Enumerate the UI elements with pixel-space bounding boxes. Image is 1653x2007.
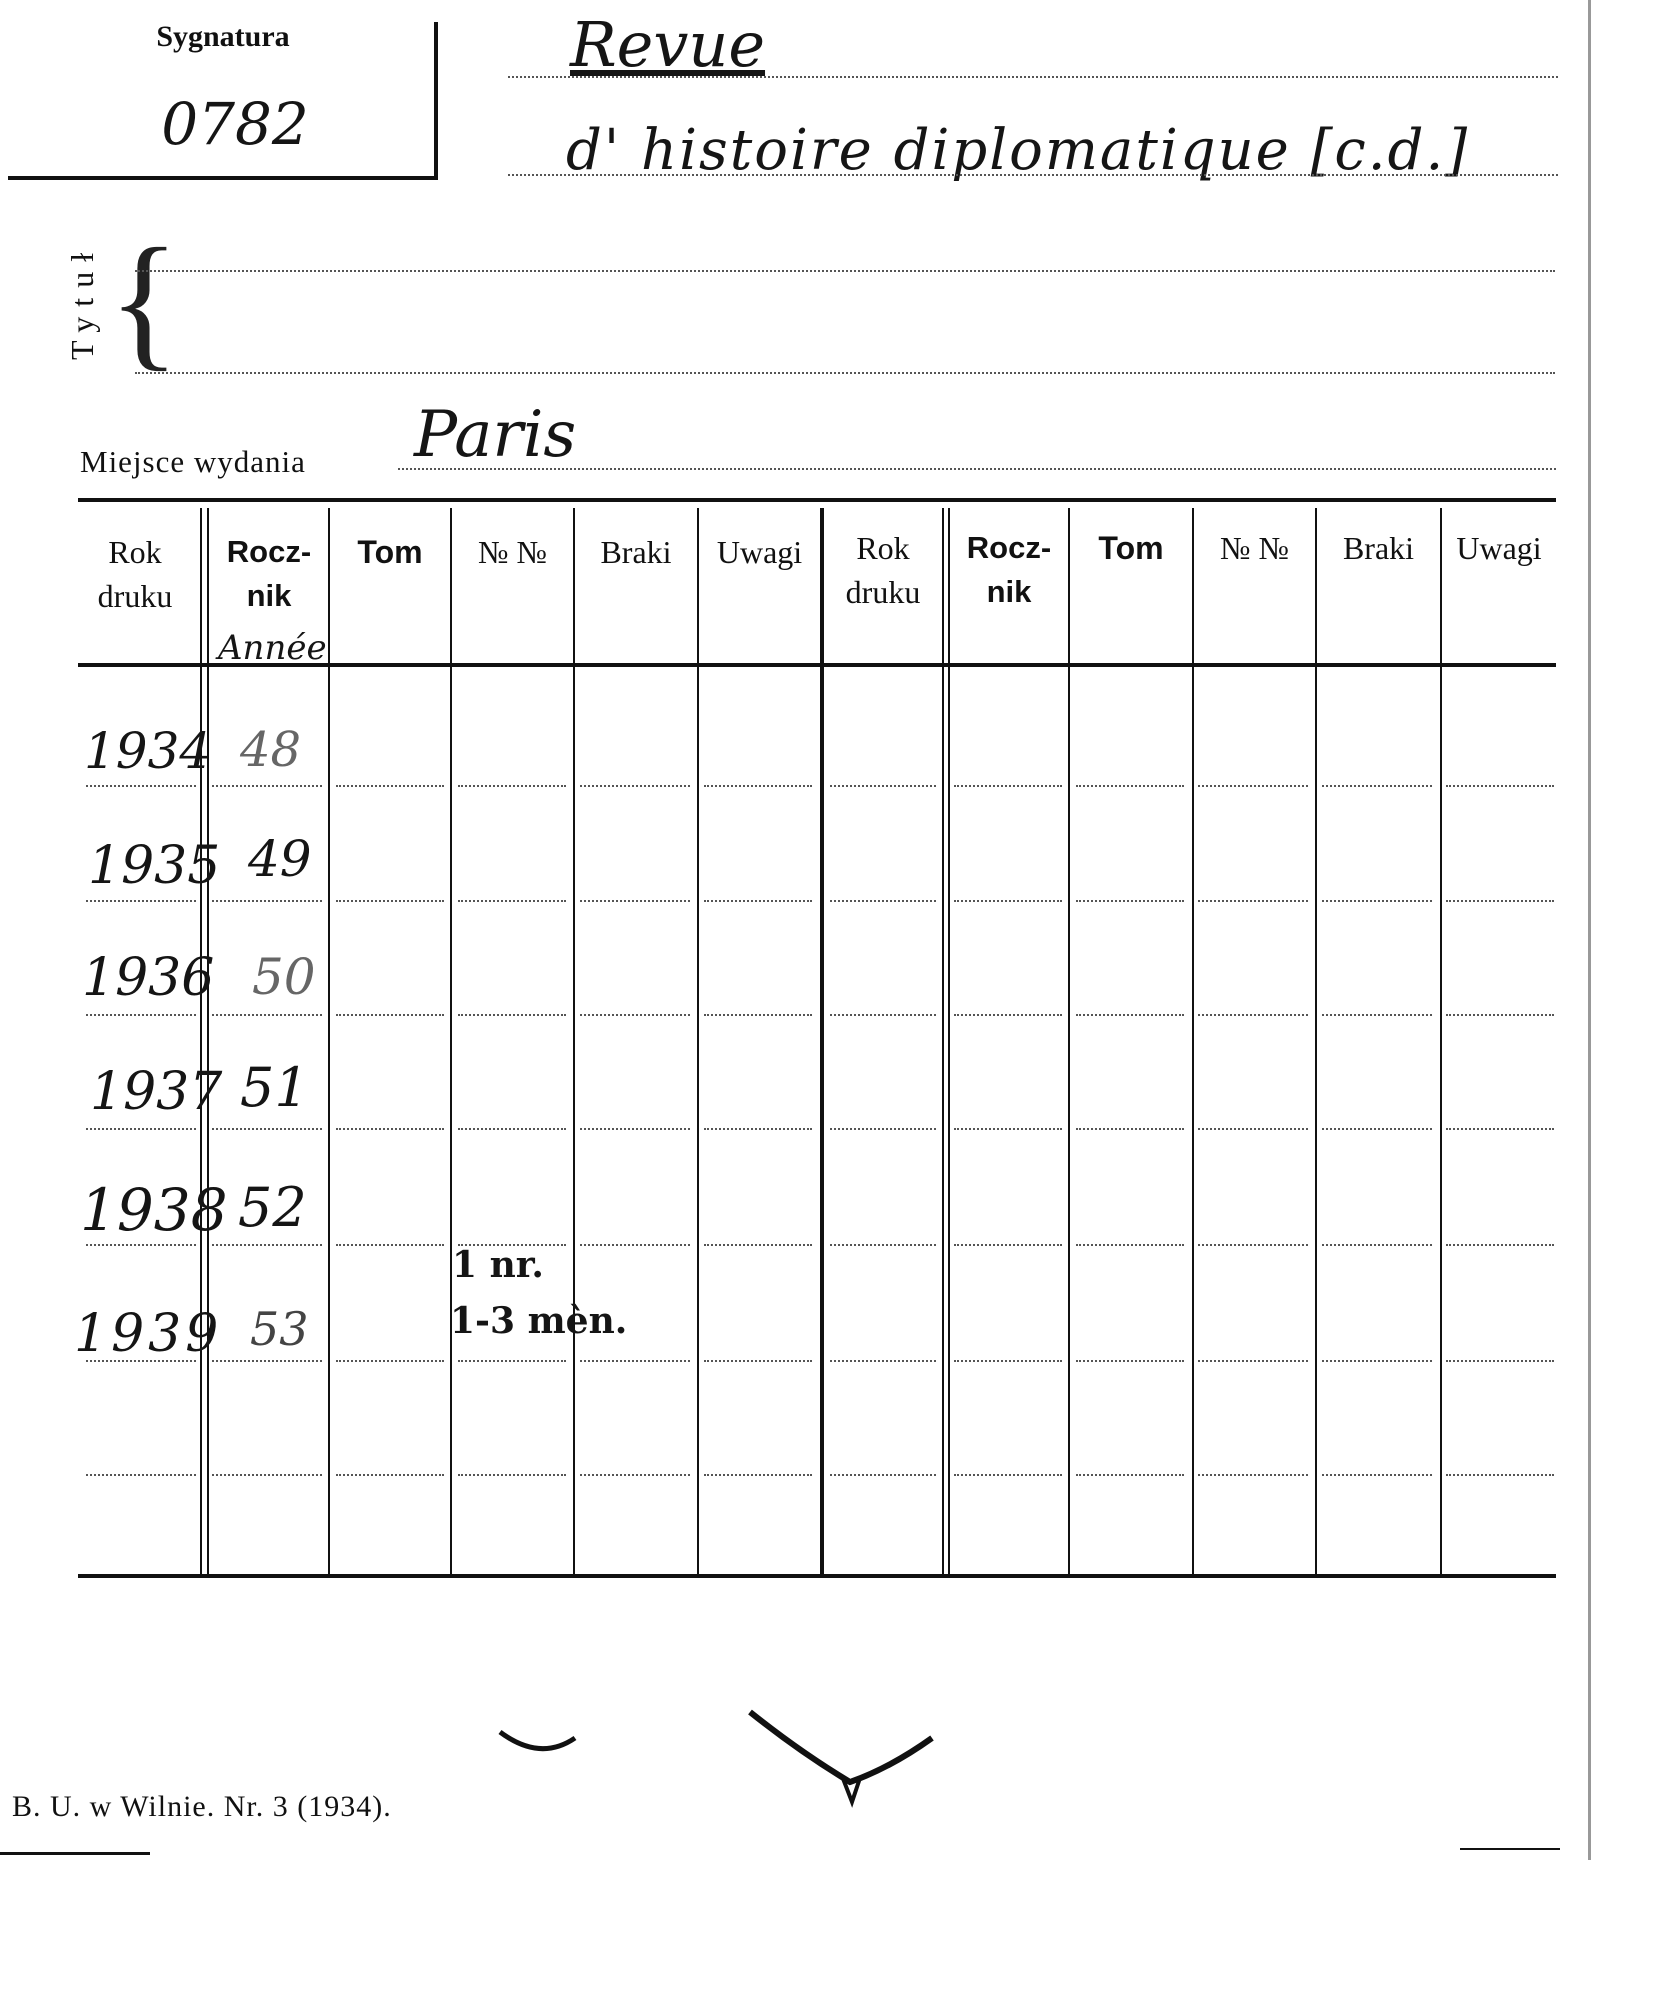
- row-1936-rocznik: 50: [252, 948, 316, 1006]
- row-guide: [212, 1474, 322, 1476]
- row-guide: [458, 1128, 566, 1130]
- tytul-label: Tytuł: [64, 242, 100, 360]
- row-guide: [212, 1244, 322, 1246]
- col-line-center: [820, 508, 824, 1574]
- row-guide: [704, 1014, 812, 1016]
- row-guide: [1446, 900, 1554, 902]
- row-1937-rocznik: 51: [240, 1056, 309, 1119]
- row-guide: [86, 1244, 196, 1246]
- row-guide: [1322, 900, 1432, 902]
- row-guide: [1446, 1474, 1554, 1476]
- header-numery-left: № №: [477, 534, 548, 570]
- table-top-rule: [78, 498, 1556, 502]
- title-line-2: d' histoire diplomatique [c.d.]: [566, 118, 1470, 183]
- footer-text: B. U. w Wilnie. Nr. 3 (1934).: [12, 1790, 392, 1823]
- row-guide: [1076, 900, 1184, 902]
- row-guide: [1322, 1474, 1432, 1476]
- row-guide: [1076, 1360, 1184, 1362]
- col-line-9: [1192, 508, 1194, 1574]
- ink-stroke-right: [750, 1712, 932, 1782]
- col-line-1a: [200, 508, 202, 1574]
- row-guide: [704, 900, 812, 902]
- row-guide: [336, 1360, 444, 1362]
- row-guide: [830, 1014, 936, 1016]
- row-guide: [86, 1128, 196, 1130]
- row-guide: [458, 900, 566, 902]
- row-guide: [336, 1244, 444, 1246]
- miejsce-value: Paris: [414, 398, 577, 472]
- col-line-7a: [942, 508, 944, 1574]
- col-line-7b: [948, 508, 950, 1574]
- row-guide: [830, 1474, 936, 1476]
- header-uwagi-right: Uwagi: [1456, 530, 1542, 566]
- sygnatura-label: Sygnatura: [156, 20, 290, 53]
- row-guide: [1076, 1128, 1184, 1130]
- row-guide: [86, 1014, 196, 1016]
- row-guide: [336, 1474, 444, 1476]
- header-rocznik-left: Rocz-nik: [226, 534, 312, 613]
- row-guide: [1076, 1474, 1184, 1476]
- row-1936-year: 1936: [82, 948, 215, 1008]
- col-line-8: [1068, 508, 1070, 1574]
- row-guide: [1446, 1128, 1554, 1130]
- card-right-edge: [1588, 0, 1591, 1860]
- row-guide: [212, 785, 322, 787]
- row-guide: [1198, 1244, 1308, 1246]
- footer-rule-right: [1460, 1848, 1560, 1850]
- row-1939-rocznik: 53: [250, 1302, 309, 1356]
- row-guide: [830, 1128, 936, 1130]
- row-guide: [580, 1014, 690, 1016]
- row-1938-rocznik: 52: [238, 1176, 307, 1239]
- row-guide: [704, 1128, 812, 1130]
- row-guide: [704, 1474, 812, 1476]
- row-guide: [458, 1474, 566, 1476]
- miejsce-dotted-line: [398, 468, 1556, 470]
- row-guide: [212, 1014, 322, 1016]
- row-guide: [580, 1360, 690, 1362]
- table-bottom-rule: [78, 1574, 1556, 1578]
- row-guide: [954, 785, 1062, 787]
- row-guide: [1076, 1014, 1184, 1016]
- row-guide: [1446, 1244, 1554, 1246]
- tytul-dotted-line-2: [135, 372, 1555, 374]
- row-guide: [830, 785, 936, 787]
- row-guide: [1322, 1014, 1432, 1016]
- row-guide: [954, 900, 1062, 902]
- col-line-5: [697, 508, 699, 1574]
- row-guide: [954, 1128, 1062, 1130]
- row-guide: [1446, 785, 1554, 787]
- title-dotted-line-1: [508, 76, 1558, 78]
- ink-marks: [480, 1690, 960, 1820]
- title-line-1: Revue: [570, 8, 766, 81]
- row-1934-year: 1934: [84, 722, 212, 780]
- row-guide: [212, 1128, 322, 1130]
- row-guide: [1076, 1244, 1184, 1246]
- col-line-11: [1440, 508, 1442, 1574]
- row-guide: [336, 1128, 444, 1130]
- row-guide: [830, 900, 936, 902]
- sygnatura-divider: [434, 22, 438, 180]
- row-guide: [1322, 1360, 1432, 1362]
- col-line-2: [328, 508, 330, 1574]
- row-guide: [86, 1474, 196, 1476]
- header-tom-left: Tom: [357, 534, 423, 570]
- row-guide: [580, 900, 690, 902]
- header-rok-right: Rok druku: [845, 530, 921, 610]
- row-guide: [1322, 1244, 1432, 1246]
- row-guide: [954, 1244, 1062, 1246]
- row-guide: [704, 785, 812, 787]
- sygnatura-underline: [8, 176, 434, 180]
- col-line-3: [450, 508, 452, 1574]
- row-1939-year: 1939: [74, 1304, 223, 1364]
- row-guide: [830, 1360, 936, 1362]
- header-numery-right: № №: [1219, 530, 1290, 566]
- tytul-brace: {: [108, 218, 180, 384]
- row-guide: [1198, 1014, 1308, 1016]
- tytul-dotted-line-1: [135, 270, 1555, 272]
- row-guide: [1198, 1128, 1308, 1130]
- row-guide: [1198, 900, 1308, 902]
- row-1939-note-2: 1-3 mèn.: [450, 1300, 628, 1342]
- header-braki-right: Braki: [1342, 530, 1415, 566]
- row-guide: [458, 1360, 566, 1362]
- row-guide: [458, 1014, 566, 1016]
- row-guide: [1446, 1360, 1554, 1362]
- row-guide: [212, 900, 322, 902]
- header-rocznik-note: Année: [218, 628, 327, 668]
- row-guide: [954, 1360, 1062, 1362]
- col-line-4: [573, 508, 575, 1574]
- col-line-10: [1315, 508, 1317, 1574]
- row-guide: [830, 1244, 936, 1246]
- row-guide: [212, 1360, 322, 1362]
- row-1937-year: 1937: [90, 1062, 223, 1122]
- row-guide: [954, 1474, 1062, 1476]
- row-guide: [954, 1014, 1062, 1016]
- header-rok-left: Rok druku: [97, 534, 173, 614]
- header-tom-right: Tom: [1098, 530, 1164, 566]
- title-dotted-line-2: [508, 174, 1558, 176]
- row-guide: [580, 1128, 690, 1130]
- row-guide: [1446, 1014, 1554, 1016]
- row-guide: [336, 785, 444, 787]
- header-rocznik-right: Rocz-nik: [966, 530, 1052, 609]
- row-1934-rocznik: 48: [240, 722, 302, 778]
- row-guide: [86, 785, 196, 787]
- row-1935-rocznik: 49: [248, 830, 312, 888]
- header-braki-left: Braki: [600, 534, 672, 570]
- header-uwagi-left: Uwagi: [716, 534, 803, 570]
- row-guide: [86, 900, 196, 902]
- ink-stroke-left: [500, 1732, 575, 1749]
- row-guide: [1076, 785, 1184, 787]
- col-line-1b: [207, 508, 209, 1574]
- row-guide: [336, 900, 444, 902]
- row-guide: [1322, 785, 1432, 787]
- footer-rule: [0, 1852, 150, 1855]
- row-guide: [580, 1244, 690, 1246]
- row-1935-year: 1935: [88, 836, 221, 896]
- row-guide: [1198, 1360, 1308, 1362]
- row-guide: [704, 1360, 812, 1362]
- row-guide: [336, 1014, 444, 1016]
- row-guide: [580, 785, 690, 787]
- row-guide: [1198, 1474, 1308, 1476]
- row-guide: [704, 1244, 812, 1246]
- sygnatura-value: 0782: [161, 90, 309, 158]
- row-guide: [1322, 1128, 1432, 1130]
- row-guide: [458, 785, 566, 787]
- row-1938-year: 1938: [80, 1176, 228, 1244]
- row-1939-note-1: 1 nr.: [452, 1244, 544, 1286]
- miejsce-label: Miejsce wydania: [80, 444, 306, 479]
- row-guide: [580, 1474, 690, 1476]
- row-guide: [1198, 785, 1308, 787]
